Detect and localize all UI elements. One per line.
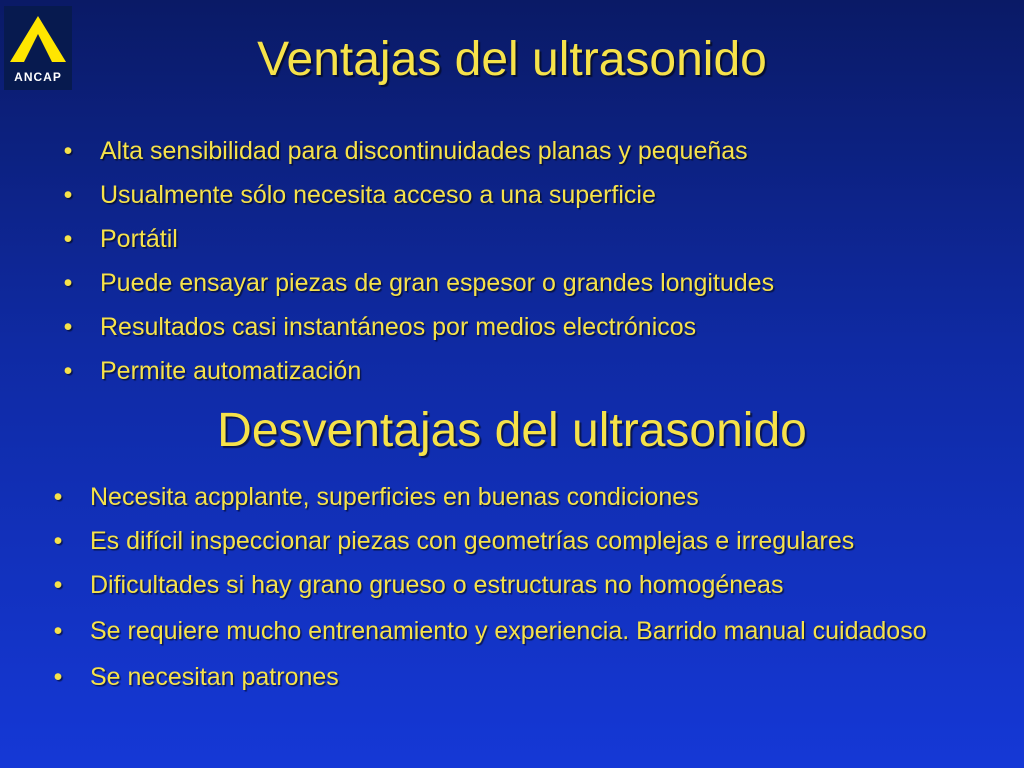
list-item <box>48 662 1008 692</box>
advantages-list <box>58 136 998 400</box>
list-item-text: Alta sensibilidad para discontinuidades planas y pequeñas <box>100 137 748 165</box>
list-item <box>48 526 1008 556</box>
bullet-icon: • <box>63 269 73 297</box>
list-item-text: Usualmente sólo necesita acceso a una superficie <box>100 181 656 209</box>
list-item-text: Se requiere mucho entrenamiento y experiencia. Barrido manual cuidadoso <box>90 617 927 645</box>
bullet-icon: • <box>63 137 73 165</box>
bullet-icon: • <box>63 357 73 385</box>
list-item <box>48 482 1008 512</box>
bullet-icon: • <box>53 663 63 691</box>
bullet-icon: • <box>63 181 73 209</box>
list-item <box>58 312 998 342</box>
list-item-text: Se necesitan patrones <box>90 663 339 691</box>
list-item-text: Resultados casi instantáneos por medios electrónicos <box>100 313 697 341</box>
bullet-icon: • <box>53 571 63 599</box>
list-item <box>58 268 998 298</box>
list-item-text: Necesita acpplante, superficies en buenas condiciones <box>90 483 699 511</box>
list-item-text: Portátil <box>100 225 178 253</box>
list-item <box>58 356 998 386</box>
bullet-icon: • <box>63 313 73 341</box>
list-item-text: Permite automatización <box>100 357 362 385</box>
list-item-text: Puede ensayar piezas de gran espesor o grandes longitudes <box>100 269 775 297</box>
list-item <box>58 224 998 254</box>
disadvantages-title: Desventajas del ultrasonido <box>217 404 807 457</box>
bullet-icon: • <box>53 527 63 555</box>
logo-text: ANCAP <box>14 70 62 84</box>
list-item <box>48 570 1008 600</box>
list-item <box>58 136 998 166</box>
list-item-text: Es difícil inspeccionar piezas con geometrías complejas e irregulares <box>90 527 855 555</box>
list-item <box>48 614 1008 648</box>
bullet-icon: • <box>53 617 63 645</box>
bullet-icon: • <box>53 483 63 511</box>
disadvantages-list <box>48 482 1008 706</box>
bullet-icon: • <box>63 225 73 253</box>
list-item <box>58 180 998 210</box>
advantages-title: Ventajas del ultrasonido <box>257 33 767 86</box>
list-item-text: Dificultades si hay grano grueso o estructuras no homogéneas <box>90 571 784 599</box>
